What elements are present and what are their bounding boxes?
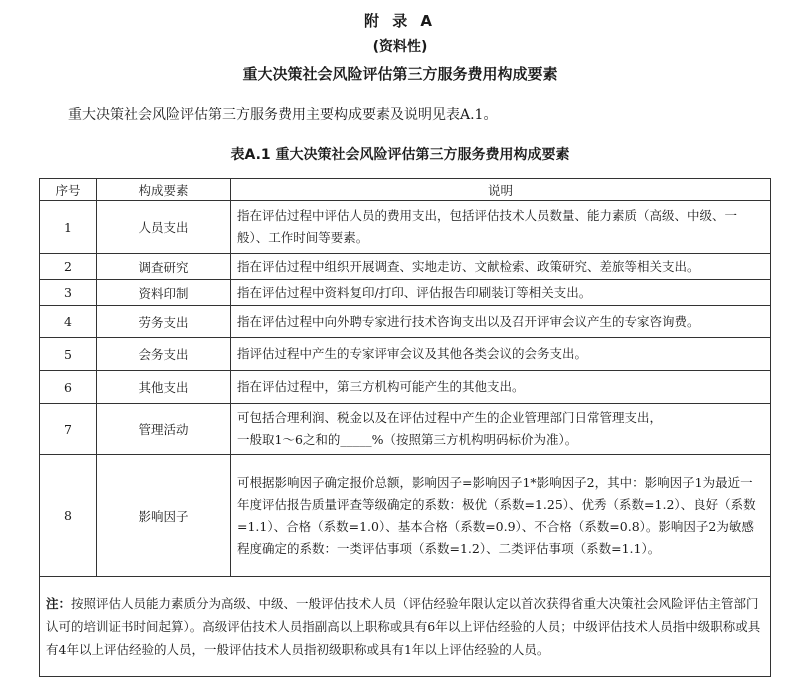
appendix-title: 重大决策社会风险评估第三方服务费用构成要素 xyxy=(242,65,558,83)
row-description: 指在评估过程中组织开展调查、实地走访、文献检索、政策研究、差旅等相关支出。 xyxy=(231,254,771,280)
appendix-nature: (资料性) xyxy=(372,39,428,55)
table-row xyxy=(40,306,771,338)
table-row xyxy=(40,338,771,371)
row-index: 7 xyxy=(40,404,97,455)
appendix-heading: 附 录 A xyxy=(363,12,437,30)
table-row xyxy=(40,404,771,455)
row-index: 1 xyxy=(40,201,97,254)
cost-elements-table xyxy=(39,178,771,677)
row-element: 资料印制 xyxy=(97,280,231,306)
row-description-line-1: 可包括合理利润、税金以及在评估过程中产生的企业管理部门日常管理支出， xyxy=(237,410,663,425)
row-element: 其他支出 xyxy=(97,371,231,404)
table-note-row xyxy=(40,577,771,677)
row-index: 4 xyxy=(40,306,97,338)
row-element: 人员支出 xyxy=(97,201,231,254)
table-row xyxy=(40,371,771,404)
header-description: 说明 xyxy=(231,179,771,201)
table-header-row xyxy=(40,179,771,201)
row-description: 可根据影响因子确定报价总额，影响因子=影响因子1*影响因子2，其中：影响因子1为最近一年度评估报告质量评查等级确定的系数：极优（系数=1.25）、优秀（系数=1.2）、良好（系数=1.1）、合格（系数=1.0）、基本合格（系数=0.9）、不合格（系数=0.8）。影响因子2为敏感程度确定的系数：一类评估事项（系数=1.2）、二类评估事项（系数=1.1）。 xyxy=(231,455,771,577)
note-label: 注： xyxy=(46,596,72,611)
row-element: 会务支出 xyxy=(97,338,231,371)
table-row xyxy=(40,254,771,280)
row-description: 指在评估过程中评估人员的费用支出，包括评估技术人员数量、能力素质（高级、中级、一般）、工作时间等要素。 xyxy=(231,201,771,254)
row-element: 调查研究 xyxy=(97,254,231,280)
row-description: 指在评估过程中，第三方机构可能产生的其他支出。 xyxy=(231,371,771,404)
intro-paragraph: 重大决策社会风险评估第三方服务费用主要构成要素及说明见表A.1。 xyxy=(68,107,498,123)
row-index: 5 xyxy=(40,338,97,371)
row-description: 指在评估过程中资料复印/打印、评估报告印刷装订等相关支出。 xyxy=(231,280,771,306)
row-description xyxy=(231,404,771,455)
row-description: 指在评估过程中向外聘专家进行技术咨询支出以及召开评审会议产生的专家咨询费。 xyxy=(231,306,771,338)
table-row xyxy=(40,455,771,577)
row-element: 管理活动 xyxy=(97,404,231,455)
row-description: 指评估过程中产生的专家评审会议及其他各类会议的会务支出。 xyxy=(231,338,771,371)
table-row xyxy=(40,201,771,254)
row-description-line-2: 一般取1～6之和的_____%（按照第三方机构明码标价为准）。 xyxy=(237,432,578,447)
note-text: 按照评估人员能力素质分为高级、中级、一般评估技术人员（评估经验年限认定以首次获得省重大决策社会风险评估主管部门认可的培训证书时间起算）。高级评估技术人员指副高以上职称或具有6年以上评估经验的人员；中级评估技术人员指中级职称或具有4年以上评估经验的人员，一般评估技术人员指初级职称或具有1年以上评估经验的人员。 xyxy=(46,596,761,657)
row-element: 劳务支出 xyxy=(97,306,231,338)
row-index: 2 xyxy=(40,254,97,280)
row-index: 3 xyxy=(40,280,97,306)
row-element: 影响因子 xyxy=(97,455,231,577)
table-row xyxy=(40,280,771,306)
header-element: 构成要素 xyxy=(97,179,231,201)
row-index: 6 xyxy=(40,371,97,404)
row-index: 8 xyxy=(40,455,97,577)
header-index: 序号 xyxy=(40,179,97,201)
table-note xyxy=(40,577,771,677)
table-caption: 表A.1 重大决策社会风险评估第三方服务费用构成要素 xyxy=(230,147,570,163)
